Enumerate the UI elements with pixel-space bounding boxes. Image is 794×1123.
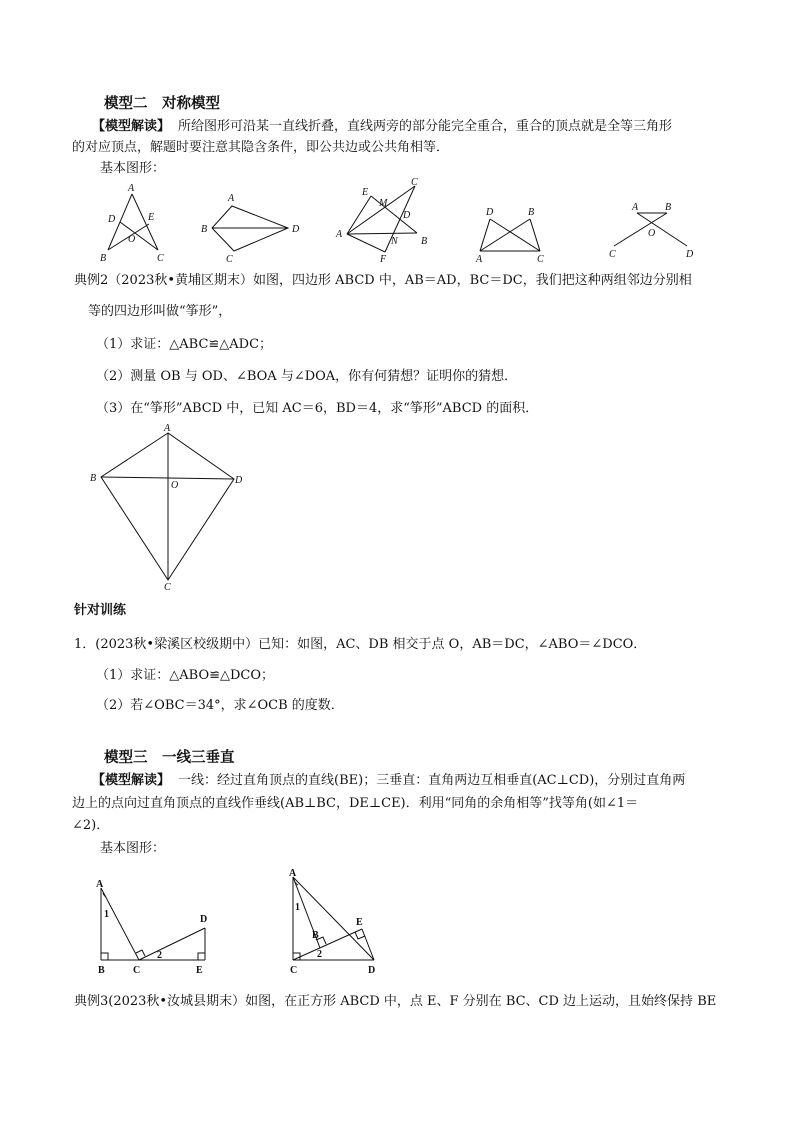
training-question-1: （1）求证：△ABO≌△DCO； [96,668,275,683]
fig4-label-B: B [528,207,535,218]
fig3-2-label-E: E [356,917,363,928]
example2-question-1: （1）求证：△ABC≌△ADC； [96,337,273,352]
fig2-label-A: A [228,193,235,204]
fig1-label-A: A [128,183,135,194]
section3-line3: ∠2)． [72,818,110,833]
kite-label-O: O [171,480,179,491]
example2-line1: 典例2（2023秋•黄埔区期末）如图，四边形 ABCD 中，AB＝AD，BC＝DC，我们把这种两组邻边分别相 [74,273,692,288]
fig5-label-B: B [665,202,672,213]
example2-line2: 等的四边形叫做“筝形”， [88,304,232,319]
fig3-1-label-C: C [133,965,141,976]
section3-title: 模型三 一线三垂直 [104,749,235,766]
fig5-label-A: A [632,202,639,213]
fig1-label-D: D [108,214,116,225]
fig3-1-label-A: A [96,879,104,890]
fig3-1-label-D: D [200,914,208,925]
fig2-label-C: C [226,254,233,265]
training-problem-1: 1．(2023秋•梁溪区校级期中）已知：如图，AC、DB 相交于点 O，AB＝DC，∠ABO＝∠DCO． [74,637,647,652]
fig5-label-D: D [686,249,694,260]
section3-line2: 边上的点向过直角顶点的直线作垂线(AB⊥BC，DE⊥CE)．利用“同角的余角相等”找等角(如∠1＝ [72,796,639,811]
fig3-label-C: C [411,177,418,188]
section3-basic-label: 基本图形： [100,841,166,856]
section3-interpret-label: 【模型解读】 [92,773,171,788]
fig3-1-label-B: B [98,965,105,976]
training-question-2: （2）若∠OBC＝34°，求∠OCB 的度数． [96,698,344,713]
section2-basic-label: 基本图形： [100,161,166,176]
section2-interpret-line2: 的对应顶点，解题时要注意其隐含条件，即公共边或公共角相等． [72,140,450,155]
example2-question-2: （2）测量 OB 与 OD、∠BOA 与∠DOA，你有何猜想？证明你的猜想． [96,369,518,384]
kite-label-A: A [164,423,171,434]
kite-label-B: B [90,473,97,484]
figure-3-1-lines [101,888,208,960]
training-title: 针对训练 [74,603,127,618]
fig3-2-label-1: 1 [295,902,300,913]
fig3-1-label-E: E [196,965,203,976]
fig3-2-label-C: C [290,965,298,976]
fig3-label-N: N [391,236,398,247]
fig5-label-O: O [648,228,656,239]
fig3-1-label-1: 1 [104,909,109,920]
fig5-label-C: C [609,249,616,260]
fig3-2-label-B: B [312,930,319,941]
section3-line1: 一线：经过直角顶点的直线(BE)；三垂直：直角两边互相垂直(AC⊥CD)，分别过直角两 [178,773,686,788]
fig4-label-C: C [537,254,544,265]
example2-question-3: （3）在“筝形”ABCD 中，已知 AC＝6，BD＝4，求“筝形”ABCD 的面积． [96,401,539,416]
fig1-label-O: O [128,234,136,245]
fig3-2-label-A: A [289,868,297,879]
fig3-label-B: B [421,236,428,247]
fig3-1-label-2: 2 [157,950,162,961]
kite-label-D: D [235,475,243,486]
fig1-label-C: C [157,253,164,264]
fig3-label-F: F [380,254,387,265]
kite-label-C: C [164,582,171,593]
fig4-label-D: D [486,207,494,218]
example3-line1: 典例3(2023秋•汝城县期末）如图，在正方形 ABCD 中，点 E、F 分别在 BC、CD 边上运动，且始终保持 BE [74,994,717,1009]
fig3-label-M: M [379,198,388,209]
section2-interpret-label: 【模型解读】 [92,119,171,134]
fig1-label-E: E [148,212,155,223]
fig1-label-B: B [100,253,107,264]
section2-interpret-line1: 所给图形可沿某一直线折叠，直线两旁的部分能完全重合，重合的顶点就是全等三角形 [178,119,673,134]
section2-title: 模型二 对称模型 [104,95,220,112]
fig3-2-label-D: D [368,965,376,976]
fig3-label-A: A [336,229,343,240]
fig3-2-label-2: 2 [317,949,322,960]
fig3-label-D: D [403,210,411,221]
fig3-label-E: E [362,187,369,198]
fig2-label-B: B [201,224,208,235]
fig4-label-A: A [476,254,483,265]
fig2-label-D: D [292,224,300,235]
